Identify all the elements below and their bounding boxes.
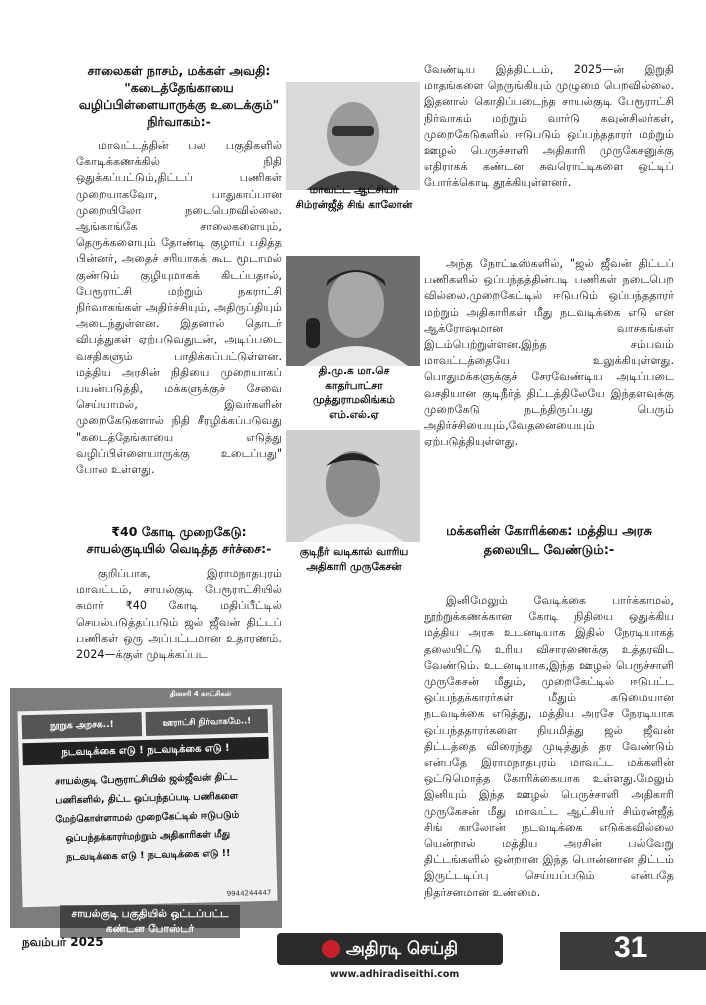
paragraph-notice: அந்த நோட்டீஸ்களில், "ஜல் ஜீவன் திட்டப் பணிகளில் ஒப்பந்தத்தின்படி பணிகள் நடைபெற வில்லை.முறைகேட்டில் ஈடுபடும் ஒப்பந்ததாரர் மற்றும் அதிகாரிகள் மீது நடவடிக்கை எடு என ஆக்ரோஷமான வாசகங்கள் இடம்பெற்றுள்ளன.இந்த சம்பவம் மாவட்டத்தையே உலுக்கியுள்ளது. பொதுமக்களுக்குச் சேரவேண்டிய அடிப்படை வசதியான குடிநீர்த் திட்டத்திலேயே இந்தளவுக்கு முறைகேடு நடந்திருப்பது பெரும் அதிர்ச்சியையும்,வேதனையையும் ஏற்படுத்தியுள்ளது. [424,257,674,449]
section-heading-demand: மக்களின் கோரிக்கை: மத்திய அரசு தலையிட வேண்டும்:- [446,524,652,558]
section-heading-scam: ₹40 கோடி முறைகேடு: சாயல்குடியில் வெடித்த சர்ச்சை:- [86,524,272,556]
officer-caption: குடிநீர் வடிகால் வாரிய அதிகாரி முருகேசன் [299,546,409,573]
logo-text: அதிரடி செய்தி [345,939,459,959]
officer-photo [286,430,420,542]
paragraph-protest: வேண்டிய இத்திட்டம், 2025—ன் இறுதி மாதங்களை நெருங்கியும் முழுமை பெறவில்லை. இதனால் கொதிப்படைந்த சாயல்குடி பேரூராட்சி நிர்வாகம் மற்றும் வார்டு கவுன்சிலர்கள், முறைகேடுகளில் ஈடுபடும் ஒப்பந்ததாரர் மற்றும் ஊழல் பெருச்சாளி அதிகாரி முருகேசனுக்கு எதிராகக் கண்டன சுவரொட்டிகளை ஒட்டிப் போர்க்கொடி தூக்கியுள்ளனர். [424,63,674,190]
poster-sheet [17,705,277,908]
poster-phone: 9944244447 [226,888,272,898]
poster-top-left: நூறுக அறசக..! [22,712,143,739]
page-number: 31 [614,931,648,964]
mla-photo [286,256,420,366]
protest-poster-photo [10,688,282,928]
collector-photo [286,82,420,190]
paragraph-scam: குறிப்பாக, இராமநாதபுரம் மாவட்டம், சாயல்குடி பேரூராட்சியில் சுமார் ₹40 கோடி மதிப்பீட்டில் செயல்படுத்தப்படும் ஜல் ஜீவன் திட்டப் பணிகள் ஒரு அப்பட்டமான உதாரணம். 2024—க்குள் முடிக்கப்பட [76,567,282,662]
poster-line: சாயல்குடி பேரூராட்சியில் ஜல்ஜீவன் திட்ட [55,771,238,788]
poster-line: ஒப்பந்தக்காரர்மற்றும் அதிகாரிகள் மீது [65,828,231,845]
logo-emblem-icon [322,940,340,958]
poster-body [27,767,267,868]
magazine-logo [277,933,503,965]
section-heading-roads: சாலைகள் நாசம், மக்கள் அவதி: "கடைத்தேங்காயை வழிப்பிள்ளையாருக்கு உடைக்கும்" நிர்வாகம்:- [78,63,280,129]
paragraph-roads: மாவட்டத்தின் பல பகுதிகளில் கோடிக்கணக்கில் நிதி ஒதுக்கப்பட்டும்,திட்டப் பணிகள் முறையாகவோ, பாதுகாப்பான முறையிலோ நடைபெறவில்லை. ஆங்காங்கே சாலைகளையும், தெருக்களையும் தோண்டி குழாய் பதித்த பின்னர், அதைச் சரியாகக் கூட மூடாமல் குண்டும் குழியுமாகக் கிடப்பதால், பேரூராட்சி மற்றும் நகராட்சி நிர்வாகங்கள் அதிர்ச்சியும், அதிருப்தியும் அடைந்துள்ளன. இதனால் தொடர் விபத்துகள் ஏற்படுவதுடன், அடிப்படை வசதிகளும் பாதிக்கப்பட்டுள்ளன. மத்திய அரசின் நிதியை முறையாகப் பயன்படுத்தி, மக்களுக்குச் சேவை செய்யாமல், இவர்களின் முறைகேடுகளால் நிதி சீரழிக்கப்படுவது "கடைத்தேங்காயை எடுத்து வழிப்பிள்ளையாருக்கு உடைப்பது" போல உள்ளது. [76,139,282,477]
mla-caption: தி.மு.க மா.செ காதர்பாட்சா முத்துராமலிங்கம் எம்.எல்.ஏ [312,365,396,421]
poster-strip: நடவடிக்கை எடு ! நடவடிக்கை எடு ! [22,737,268,765]
collector-caption: மாவட்ட ஆட்சியர் சிம்ரன்ஜீத் சிங் காலோன் [295,184,413,211]
paragraph-demand: இனிமேலும் வேடிக்கை பார்க்காமல், நூற்றுக்கணக்கான கோடி நிதியை ஒதுக்கிய மத்திய அரசு உடனடியாக இதில் நேரடியாகத் தலையிட்டு உரிய விசாரணைக்கு உத்தரவிட வேண்டும். உடனடியாக,இந்த ஊழல் பெருச்சாளி முருகேசன் மீதும், முறைகேட்டில் ஈடுபட்ட ஒப்பந்தக்காரர்கள் மீதும் கடுமையான நடவடிக்கை எடுத்து, மத்திய அரசே நேரடியாக ஒப்பந்ததாரர்களை நியமித்து ஜல் ஜீவன் திட்டத்தை விரைந்து முடித்துத் தர வேண்டும் என்பதே இராமநாதபுரம் மாவட்ட மக்களின் ஒட்டுமொத்த கோரிக்கையாக உள்ளது.மேலும் இனியும் இந்த ஊழல் பெருச்சாளி அதிகாரி முருகேசன் மீது மாவட்ட ஆட்சியர் சிம்ரன்ஜீத் சிங் காலோன் நடவடிக்கை எடுக்கவில்லை யென்றால் மத்திய அரசின் பல்வேறு திட்டங்களில் ஒன்றான இந்த பொன்னான திட்டம் இருட்டடிப்பு செய்யப்படும் என்பதே நிதர்சனமான உண்மை. [424,594,674,899]
poster-line: மேற்கொள்ளாமல் முறைகேட்டில் ஈடுபடும் [55,809,240,826]
poster-top-right: ஊராட்சி நிர்வாகமே..! [146,709,269,736]
poster-line: பணிகளில், திட்ட ஒப்பந்தப்படி பணிகளை [55,790,239,807]
poster-corner-text: தினசரி 4 காட்சிகள் [170,690,232,698]
website-link[interactable]: www.adhiradiseithi.com [330,969,460,980]
poster-line: நடவடிக்கை எடு ! நடவடிக்கை எடு !! [66,847,231,864]
issue-date: நவம்பர் 2025 [22,935,104,949]
poster-caption: சாயல்குடி பகுதியில் ஒட்டப்பட்ட கண்டன போஸ்டர் [60,905,240,938]
